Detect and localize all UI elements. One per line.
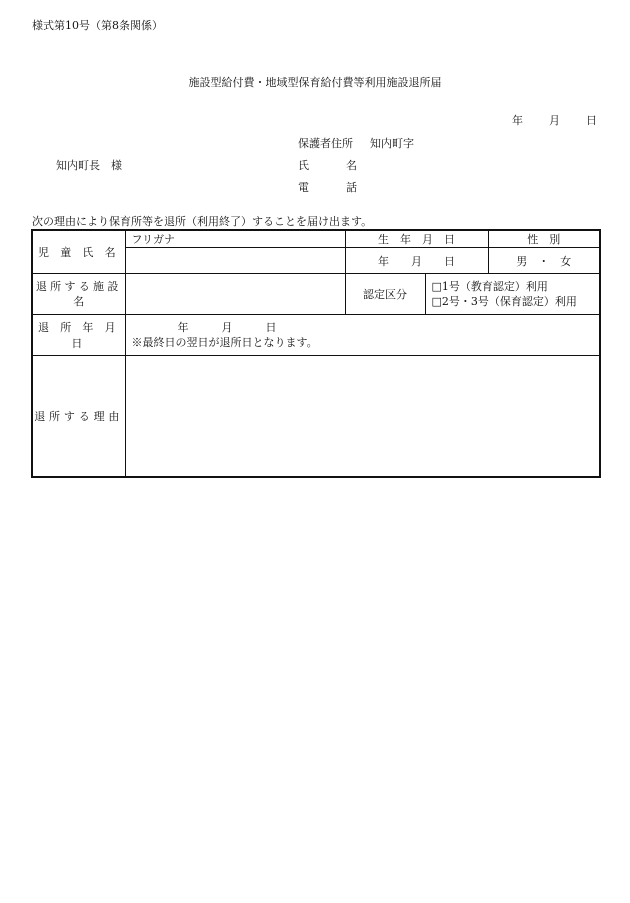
facility-label-line-1: 退所する施設 [35,280,122,293]
reason-field[interactable] [125,356,600,478]
birthdate-field[interactable]: 年 月 日 [345,248,488,274]
tel-label-2: 話 [346,181,357,194]
nintei-option-2[interactable]: □2号・3号（保育認定）利用 [431,295,577,308]
sex-field[interactable]: 男 ・ 女 [488,248,600,274]
submission-date [512,112,597,128]
date-month: 月 [549,114,560,127]
leave-date-value: 年 月 日 [177,321,277,334]
tel-label-1: 電 [298,181,309,194]
leave-date-label: 退 所 年 月 日 [32,315,125,356]
facility-name-field[interactable] [125,274,345,315]
date-day: 日 [586,114,597,127]
child-name-field[interactable] [125,248,345,274]
leave-date-note: ※最終日の翌日が退所日となります。 [131,336,318,349]
nintei-option-1[interactable]: □1号（教育認定）利用 [431,280,548,293]
address-label: 保護者住所 [298,137,353,150]
birthdate-header: 生 年 月 日 [345,230,488,248]
date-year: 年 [512,114,523,127]
child-name-label: 児 童 氏 名 [32,230,125,274]
withdrawal-form-table [31,229,601,478]
name-label-2: 名 [346,159,357,172]
sex-header: 性 別 [488,230,600,248]
facility-label [32,274,125,315]
address-value: 知内町字 [370,137,414,150]
addressee: 知内町長 様 [56,159,122,172]
intro-text: 次の理由により保育所等を退所（利用終了）することを届け出ます。 [32,215,373,228]
form-title: 施設型給付費・地域型保育給付費等利用施設退所届 [188,76,442,89]
form-number: 様式第10号（第8条関係） [32,19,163,32]
furigana-label: フリガナ [131,233,175,246]
leave-date-field[interactable] [125,315,600,356]
nintei-label: 認定区分 [345,274,425,315]
nintei-options [425,274,600,315]
furigana-field[interactable] [125,230,345,248]
reason-label: 退所する理由 [32,356,125,478]
facility-label-line-2: 名 [73,295,85,308]
name-label-1: 氏 [298,159,309,172]
